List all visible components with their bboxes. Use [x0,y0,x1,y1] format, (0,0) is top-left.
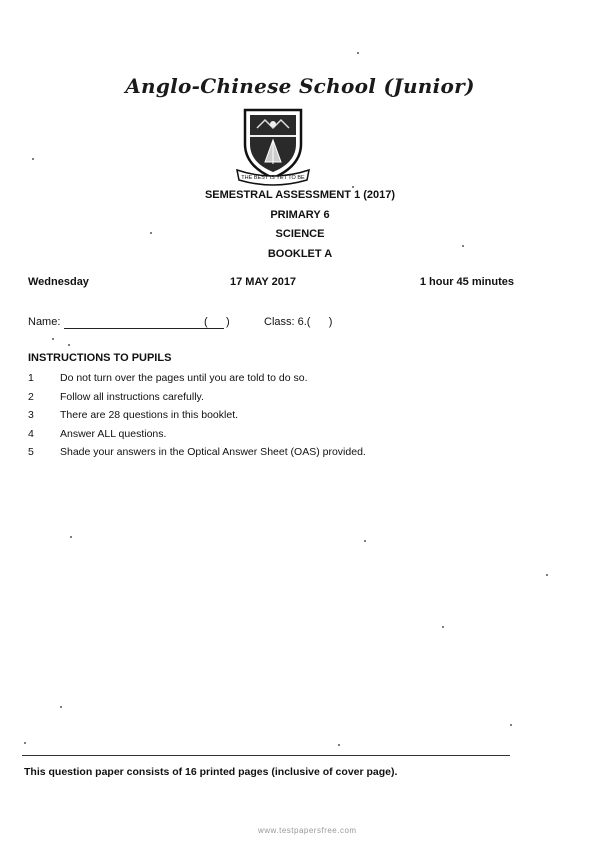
school-crest-icon [235,106,311,186]
assessment-title: SEMESTRAL ASSESSMENT 1 (2017) [204,189,396,201]
index-number-field[interactable]: ( ) [204,316,230,328]
scan-speck [150,232,152,234]
page-count-note: This question paper consists of 16 printed pages (inclusive of cover page). [24,766,398,778]
subject-title: SCIENCE [275,228,325,240]
instruction-number: 3 [28,409,34,421]
scan-speck [510,724,512,726]
exam-date: 17 MAY 2017 [230,276,297,288]
list-item [28,409,468,428]
crest-motto: THE BEST IS YET TO BE [241,175,305,181]
source-watermark: www.testpapersfree.com [258,826,357,835]
exam-duration: 1 hour 45 minutes [419,276,514,288]
scan-speck [546,574,548,576]
scan-speck [462,245,464,247]
booklet-title: BOOKLET A [267,247,333,260]
scan-speck [60,706,62,708]
instructions-list [28,372,468,465]
instructions-title: INSTRUCTIONS TO PUPILS [28,352,172,364]
scan-speck [52,338,54,340]
name-label: Name: [28,316,61,328]
name-field[interactable] [64,328,224,329]
scan-speck [32,158,34,160]
school-name: Anglo-Chinese School (Junior) [125,74,475,98]
list-item [28,446,468,465]
scan-speck [24,742,26,744]
list-item [28,372,468,391]
list-item [28,391,468,410]
instruction-text: Follow all instructions carefully. [60,390,204,403]
scan-speck [364,540,366,542]
scan-speck [68,344,70,346]
scan-speck [442,626,444,628]
class-field[interactable]: Class: 6.( ) [264,316,333,328]
scan-speck [352,186,354,188]
instruction-text: Answer ALL questions. [60,427,167,440]
scan-speck [70,536,72,538]
exam-heading [0,186,600,264]
instruction-number: 1 [28,372,34,384]
instruction-number: 2 [28,390,34,403]
level-title: PRIMARY 6 [270,208,330,221]
exam-day: Wednesday [28,276,89,288]
instruction-text: Shade your answers in the Optical Answer Sheet (OAS) provided. [60,446,366,458]
instruction-number: 4 [28,427,34,440]
instruction-text: Do not turn over the pages until you are told to do so. [60,372,308,384]
instruction-text: There are 28 questions in this booklet. [60,409,239,421]
scan-speck [338,744,340,746]
scan-speck [357,52,359,54]
footer-divider [22,755,510,756]
instruction-number: 5 [28,446,34,458]
list-item [28,428,468,447]
